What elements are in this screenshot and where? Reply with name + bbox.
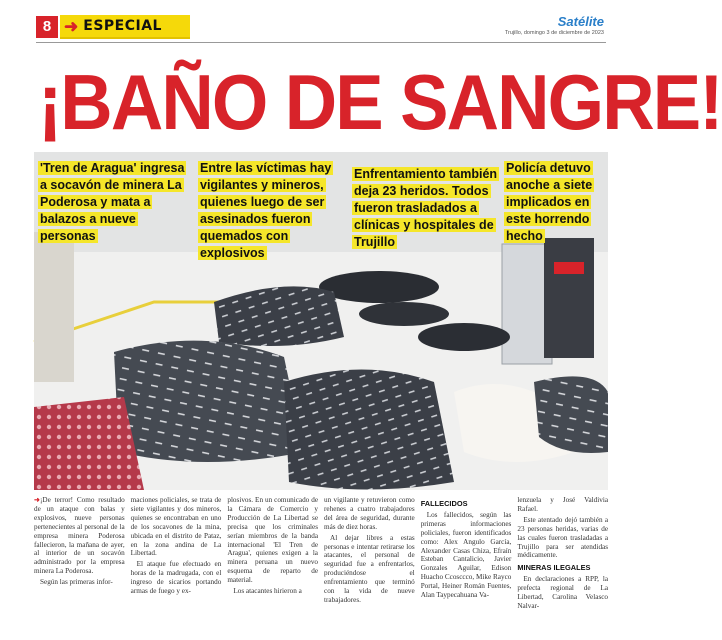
column-1: [34, 496, 125, 636]
paragraph: un vigilante y retuvieron como rehenes a cuatro trabajadores del área de seguridad, durante más de diez horas.: [324, 496, 415, 531]
headline: ¡BAÑO DE SANGRE!: [38, 58, 722, 146]
column-3: [227, 496, 318, 636]
paragraph: En declaraciones a RPP, la prefecta regional de La Libertad, Carolina Velasco Nalvar-: [517, 575, 609, 610]
caption-2: [198, 160, 348, 262]
subhead-fallecidos: FALLECIDOS: [420, 499, 468, 508]
newspaper-brand: Satélite: [557, 14, 604, 29]
date-line: Trujillo, domingo 3 de diciembre de 2023: [504, 30, 604, 36]
subhead-mineras-ilegales: MINERAS ILEGALES: [517, 563, 591, 573]
header-divider: [36, 42, 606, 43]
caption-3-text: Enfrentamiento también deja 23 heridos. Todos fueron trasladados a clínicas y hospitales de Trujillo: [354, 167, 498, 249]
paragraph: El ataque fue efectuado en horas de la madrugada, con el ingreso de sicarios portando armas de fuego y ex-: [130, 560, 222, 596]
paragraph: Al dejar libres a estas personas e intentar retirarse los atacantes, el personal de seguridad fue a enfrentarlos, produciéndose el enfrentamiento que terminó con la vida de nueve trabajadores.: [324, 533, 415, 604]
lead-text: ¡De terror! Como resultado de un ataque con balas y explosivos, nueve personas pertenecientes al personal de la empresa minera Poderosa fallecieron, la mañana de ayer, al interior de un socavón administrado por la empresa minera La Poderosa.: [34, 496, 125, 576]
section-label: ESPECIAL: [83, 18, 162, 34]
caption-4: [504, 160, 614, 245]
page-number: 8: [36, 16, 58, 38]
column-6: [517, 496, 608, 636]
caption-4-text: Policía detuvo anoche a siete implicados en este horrendo hecho: [506, 161, 593, 243]
paragraph: maciones policiales, se trata de siete vigilantes y dos mineros, quienes se encontraban en uno de los socavones de la mina, ubicada en el distrito de Pataz, en la zona andina de La Libertad.: [130, 496, 222, 558]
column-4: [324, 496, 415, 636]
article-body: [34, 496, 608, 636]
paragraph: Este atentado dejó también a 23 personas heridas, varias de las cuales fueron trasladadas a Trujillo para ser atendidas médicamente.: [517, 515, 609, 560]
page-header: [0, 0, 632, 48]
arrow-right-icon: ➜: [64, 16, 79, 36]
caption-1: [38, 160, 194, 245]
lead-paragraph: [34, 496, 125, 576]
news-photo: [34, 152, 608, 490]
column-2: [131, 496, 222, 636]
paragraph: Los fallecidos, según las primeras informaciones policiales, fueron identificados como: Alex Angulo García, Alexander Casas Chiza, Efraín Esteban Cantalicio, Javier Gonzales Aguilar, Edison Huacho Ccosccco, Mike Rayco Portal, Heiner Román Fuentes, Alan Taypecahuana Va-: [420, 510, 512, 600]
caption-2-text: Entre las víctimas hay vigilantes y mineros, quienes luego de ser asesinados fueron quemados con explosivos: [200, 161, 332, 260]
paragraph: Los atacantes hirieron a: [233, 587, 302, 596]
caption-3: [352, 166, 502, 251]
paragraph: plosivos. En un comunicado de la Cámara de Comercio y Producción de La Libertad se precisa que los criminales serían miembros de la banda internacional 'El Tren de Aragua', quienes exigen a la minera peruana un nuevo esquema de reparto de material.: [227, 496, 319, 585]
column-5: [421, 496, 512, 636]
section-tag: [60, 15, 190, 39]
caption-1-text: 'Tren de Aragua' ingresa a socavón de minera La Poderosa y mata a balazos a nueve personas: [40, 161, 185, 243]
paragraph: lenzuela y José Valdivia Rafael.: [517, 496, 609, 513]
paragraph: Según las primeras infor-: [40, 578, 113, 587]
lead-arrow-icon: ➜: [34, 496, 41, 504]
